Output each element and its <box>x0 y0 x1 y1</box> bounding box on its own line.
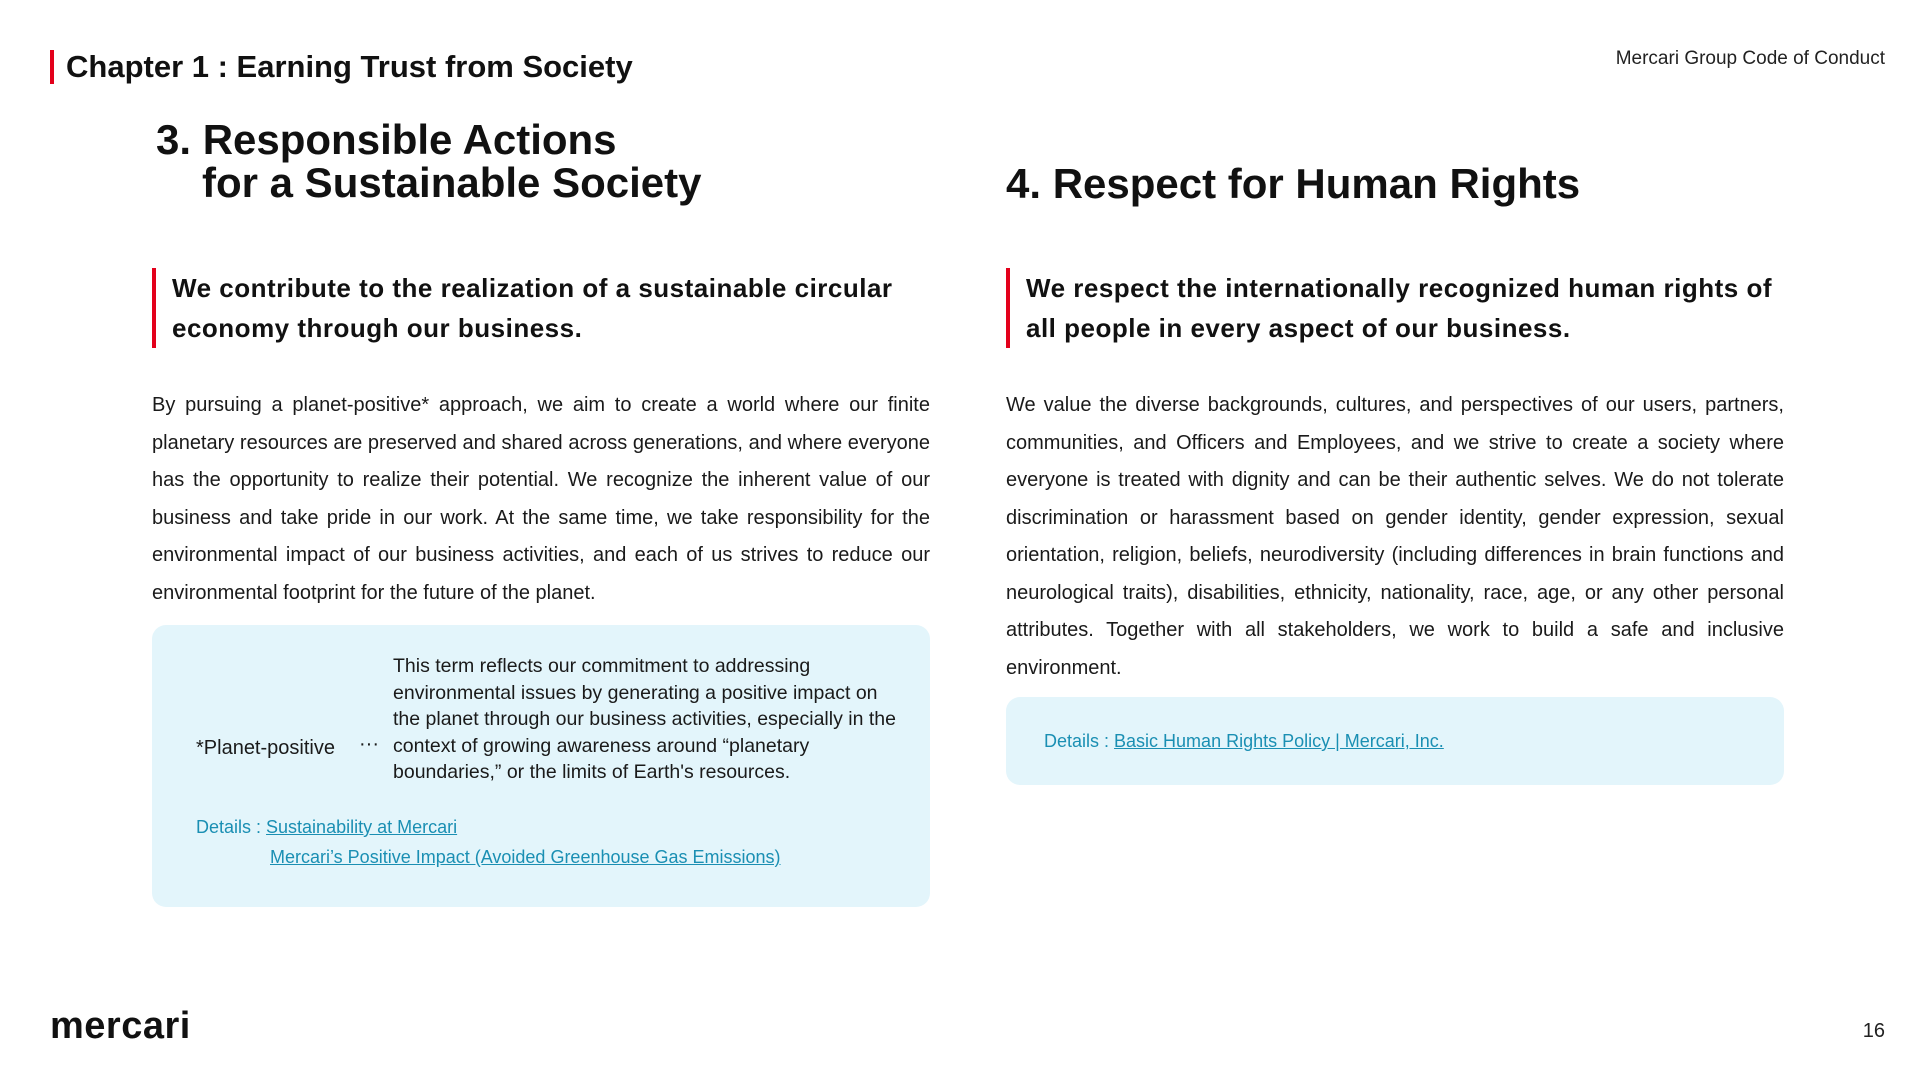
sustainability-link[interactable]: Sustainability at Mercari <box>266 817 458 837</box>
section-heading-line2: for a Sustainable Society <box>202 159 702 206</box>
details-links <box>196 812 781 872</box>
section-heading <box>156 118 702 204</box>
details-box <box>1006 697 1784 785</box>
section-body: We value the diverse backgrounds, cultures, and perspectives of our users, partners, communities, and Officers and Employees, and we strive to create a society where everyone is treated with dignity and can be their authentic selves. We do not tolerate discrimination or harassment based on gender identity, gender expression, sexual orientation, religion, beliefs, neurodiversity (including differences in brain functions and neurological traits), disabilities, ethnicity, nationality, race, age, or any other personal attributes. Together with all stakeholders, we work to build a safe and inclusive environment. <box>1006 394 1784 679</box>
section-heading-line1: 3. Responsible Actions <box>156 116 617 163</box>
section-lead: We respect the internationally recognized human rights of all people in every aspect of our business. <box>1006 268 1784 348</box>
section-lead: We contribute to the realization of a sustainable circular economy through our business. <box>152 268 930 348</box>
definition-text: This term reflects our commitment to addressing environmental issues by generating a positive impact on the planet through our business activities, especially in the context of growing awareness around “planetary boundaries,” or the limits of Earth's resources. <box>393 655 896 783</box>
definition-term: *Planet-positive <box>196 737 335 759</box>
page-number: 16 <box>1862 1020 1885 1042</box>
mercari-logo: mercari <box>50 1005 191 1047</box>
section-heading: 4. Respect for Human Rights <box>1006 160 1581 207</box>
definition-separator: ··· <box>359 733 379 755</box>
definition-box <box>152 625 930 907</box>
chapter-title: Chapter 1 : Earning Trust from Society <box>50 50 633 84</box>
details-links <box>1044 726 1444 756</box>
positive-impact-link[interactable]: Mercari’s Positive Impact (Avoided Greenhouse Gas Emissions) <box>270 847 781 867</box>
details-label: Details : <box>1044 731 1115 751</box>
details-label: Details : <box>196 817 267 837</box>
human-rights-policy-link[interactable]: Basic Human Rights Policy | Mercari, Inc. <box>1114 731 1444 751</box>
section-body: By pursuing a planet-positive* approach, we aim to create a world where our finite planetary resources are preserved and shared across generations, and where everyone has the opportunity to realize their potential. We recognize the inherent value of our business and take pride in our work. At the same time, we take responsibility for the environmental impact of our business activities, and each of us strives to reduce our environmental footprint for the future of the planet. <box>152 394 930 604</box>
document-title: Mercari Group Code of Conduct <box>1615 48 1885 69</box>
